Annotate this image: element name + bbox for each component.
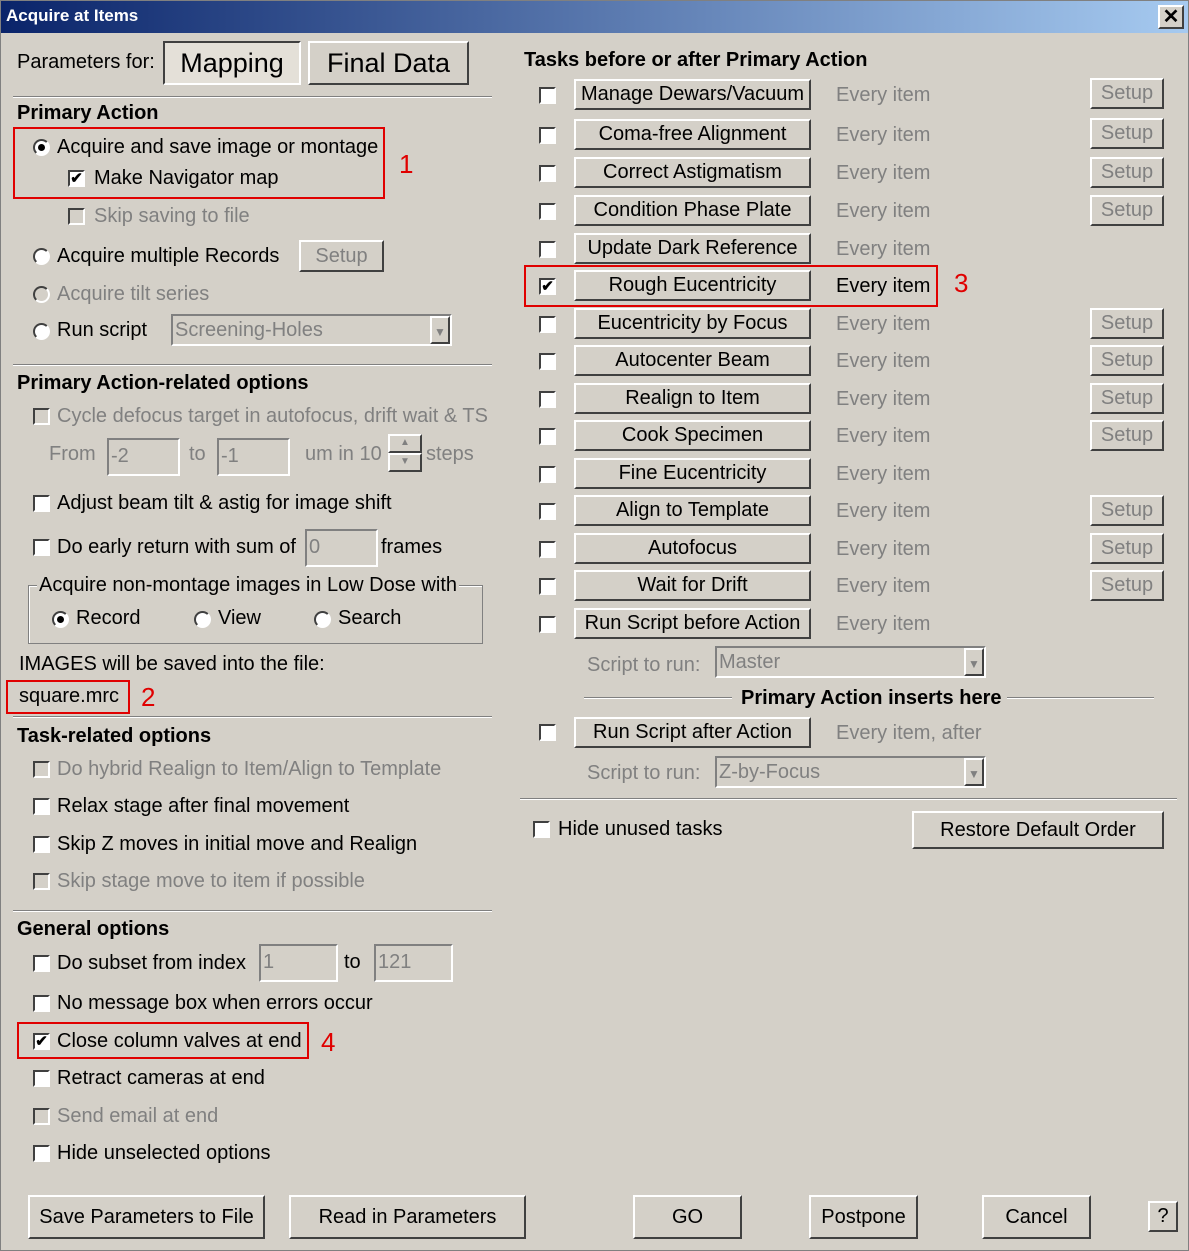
after-script-checkbox[interactable] xyxy=(539,724,556,741)
adjust-beam-checkbox[interactable] xyxy=(33,495,50,512)
multiple-setup-button[interactable]: Setup xyxy=(299,240,384,272)
chevron-down-icon[interactable]: ▼ xyxy=(964,758,984,786)
task-frequency-label: Every item xyxy=(836,162,931,184)
search-label: Search xyxy=(338,607,402,629)
from-input[interactable]: -2 xyxy=(107,438,180,476)
task-button[interactable]: Autofocus xyxy=(574,533,811,564)
steps-label: steps xyxy=(426,443,474,465)
divider xyxy=(13,96,492,98)
task-frequency-label: Every item xyxy=(836,388,931,410)
task-setup-button[interactable]: Setup xyxy=(1090,495,1164,526)
task-checkbox[interactable] xyxy=(539,87,556,104)
divider xyxy=(584,697,732,699)
script-after-label: Script to run: xyxy=(587,762,701,784)
task-setup-button[interactable]: Setup xyxy=(1090,420,1164,451)
acquire-multiple-radio[interactable] xyxy=(33,248,50,265)
view-radio[interactable] xyxy=(194,611,211,628)
script-after-select[interactable] xyxy=(715,756,986,788)
email-label: Send email at end xyxy=(57,1105,219,1127)
task-button[interactable]: Realign to Item xyxy=(574,383,811,414)
email-checkbox xyxy=(33,1108,50,1125)
task-setup-button[interactable]: Setup xyxy=(1090,308,1164,339)
task-frequency-label: Every item xyxy=(836,350,931,372)
script-select[interactable] xyxy=(171,314,452,346)
annotation-2: 2 xyxy=(141,682,156,712)
task-button[interactable]: Autocenter Beam xyxy=(574,345,811,376)
divider xyxy=(1007,697,1154,699)
task-checkbox[interactable] xyxy=(539,241,556,258)
subset-from-input[interactable]: 1 xyxy=(259,944,338,982)
record-label: Record xyxy=(76,607,141,629)
task-checkbox[interactable] xyxy=(539,316,556,333)
task-setup-button[interactable]: Setup xyxy=(1090,533,1164,564)
go-button[interactable]: GO xyxy=(633,1195,742,1239)
task-button[interactable]: Align to Template xyxy=(574,495,811,526)
relax-checkbox[interactable] xyxy=(33,798,50,815)
no-msg-checkbox[interactable] xyxy=(33,995,50,1012)
run-script-radio[interactable] xyxy=(33,323,50,340)
relax-label: Relax stage after final movement xyxy=(57,795,350,817)
task-frequency-label: Every item xyxy=(836,463,931,485)
script-before-select[interactable] xyxy=(715,646,986,678)
subset-checkbox[interactable] xyxy=(33,955,50,972)
task-frequency-label: Every item xyxy=(836,500,931,522)
skip-stage-checkbox xyxy=(33,873,50,890)
retract-label: Retract cameras at end xyxy=(57,1067,265,1089)
retract-checkbox[interactable] xyxy=(33,1070,50,1087)
script-before-label: Script to run: xyxy=(587,654,701,676)
spin-up-icon[interactable]: ▲ xyxy=(388,434,422,453)
task-frequency-label: Every item xyxy=(836,238,931,260)
acquire-save-label: Acquire and save image or montage xyxy=(57,136,379,158)
task-checkbox[interactable] xyxy=(539,428,556,445)
divider xyxy=(13,910,492,912)
close-valves-label: Close column valves at end xyxy=(57,1030,302,1052)
cancel-button[interactable]: Cancel xyxy=(982,1195,1091,1239)
acquire-tilt-label: Acquire tilt series xyxy=(57,283,210,305)
from-label: From xyxy=(49,443,96,465)
tab-mapping[interactable]: Mapping xyxy=(163,41,301,85)
general-options-header: General options xyxy=(17,918,170,940)
images-saved-label: IMAGES will be saved into the file: xyxy=(19,653,325,675)
inserts-here-label: Primary Action inserts here xyxy=(741,687,1002,709)
script-before-value: Master xyxy=(719,651,781,673)
after-script-button[interactable]: Run Script after Action xyxy=(574,717,811,748)
task-button[interactable]: Correct Astigmatism xyxy=(574,157,811,188)
task-setup-button[interactable]: Setup xyxy=(1090,383,1164,414)
run-script-label: Run script xyxy=(57,319,148,341)
help-button[interactable]: ? xyxy=(1148,1201,1178,1232)
skipz-checkbox[interactable] xyxy=(33,836,50,853)
task-checkbox[interactable] xyxy=(539,578,556,595)
task-frequency-label: Every item xyxy=(836,613,931,635)
annotation-3: 3 xyxy=(954,268,969,298)
script-select-value: Screening-Holes xyxy=(175,319,323,341)
task-checkbox[interactable] xyxy=(539,616,556,633)
cycle-defocus-label: Cycle defocus target in autofocus, drift wait & TS xyxy=(57,405,488,427)
to-label: to xyxy=(189,443,206,465)
restore-order-button[interactable]: Restore Default Order xyxy=(912,811,1164,849)
close-icon[interactable]: ✕ xyxy=(1158,5,1184,29)
task-button[interactable]: Fine Eucentricity xyxy=(574,458,811,489)
task-button[interactable]: Coma-free Alignment xyxy=(574,119,811,150)
view-label: View xyxy=(218,607,261,629)
acquire-tilt-radio xyxy=(33,286,50,303)
task-button[interactable]: Rough Eucentricity xyxy=(574,270,811,301)
read-params-button[interactable]: Read in Parameters xyxy=(289,1195,526,1239)
task-checkbox[interactable] xyxy=(539,353,556,370)
hide-unselected-label: Hide unselected options xyxy=(57,1142,271,1164)
steps-spinner[interactable] xyxy=(388,434,422,474)
task-frequency-label: Every item xyxy=(836,313,931,335)
highlight-box-2 xyxy=(6,680,130,714)
task-setup-button[interactable]: Setup xyxy=(1090,157,1164,188)
task-setup-button[interactable]: Setup xyxy=(1090,345,1164,376)
chevron-down-icon[interactable]: ▼ xyxy=(430,316,450,344)
lowdose-group-label: Acquire non-montage images in Low Dose with xyxy=(39,574,457,596)
search-radio[interactable] xyxy=(314,611,331,628)
skip-saving-label: Skip saving to file xyxy=(94,205,250,227)
hybrid-checkbox xyxy=(33,761,50,778)
task-frequency-label: Every item xyxy=(836,124,931,146)
task-frequency-label: Every item xyxy=(836,538,931,560)
early-return-label: Do early return with sum of xyxy=(57,536,296,558)
task-checkbox[interactable]: ✔ xyxy=(539,278,556,295)
script-after-value: Z-by-Focus xyxy=(719,761,821,783)
acquire-multiple-label: Acquire multiple Records xyxy=(57,245,280,267)
task-setup-button[interactable]: Setup xyxy=(1090,195,1164,226)
task-checkbox[interactable] xyxy=(539,203,556,220)
primary-action-header: Primary Action xyxy=(17,102,159,124)
no-msg-label: No message box when errors occur xyxy=(57,992,373,1014)
skip-saving-checkbox xyxy=(68,208,85,225)
postpone-button[interactable]: Postpone xyxy=(809,1195,918,1239)
early-return-checkbox[interactable] xyxy=(33,539,50,556)
task-button[interactable]: Eucentricity by Focus xyxy=(574,308,811,339)
to-input[interactable]: -1 xyxy=(217,438,290,476)
task-setup-button[interactable]: Setup xyxy=(1090,118,1164,149)
task-frequency-label: Every item xyxy=(836,200,931,222)
subset-to-input[interactable]: 121 xyxy=(374,944,453,982)
after-every-label: Every item, after xyxy=(836,722,982,744)
close-valves-checkbox[interactable]: ✔ xyxy=(33,1033,50,1050)
frames-label: frames xyxy=(381,536,443,558)
task-frequency-label: Every item xyxy=(836,425,931,447)
task-button[interactable]: Wait for Drift xyxy=(574,570,811,601)
subset-label: Do subset from index xyxy=(57,952,246,974)
highlight-box-1 xyxy=(13,127,385,199)
task-frequency-label: Every item xyxy=(836,575,931,597)
params-label: Parameters for: xyxy=(17,51,155,73)
frames-input[interactable]: 0 xyxy=(305,529,378,567)
um-in-label: um in 10 xyxy=(305,443,382,465)
window-title: Acquire at Items xyxy=(6,6,139,25)
filename-text: square.mrc xyxy=(19,685,120,707)
divider xyxy=(13,364,492,366)
task-checkbox[interactable] xyxy=(539,466,556,483)
tab-final-data[interactable]: Final Data xyxy=(308,41,469,85)
task-button[interactable]: Update Dark Reference xyxy=(574,233,811,264)
task-frequency-label: Every item xyxy=(836,84,931,106)
hide-unused-label: Hide unused tasks xyxy=(558,818,723,840)
hide-unused-checkbox[interactable] xyxy=(533,821,550,838)
task-button[interactable]: Manage Dewars/Vacuum xyxy=(574,79,811,110)
skip-stage-label: Skip stage move to item if possible xyxy=(57,870,365,892)
task-frequency-label: Every item xyxy=(836,275,931,297)
annotation-4: 4 xyxy=(321,1027,336,1057)
task-checkbox[interactable] xyxy=(539,127,556,144)
adjust-beam-label: Adjust beam tilt & astig for image shift xyxy=(57,492,392,514)
title-bar xyxy=(1,1,1188,33)
record-radio[interactable] xyxy=(52,611,69,628)
task-checkbox[interactable] xyxy=(539,391,556,408)
task-button[interactable]: Condition Phase Plate xyxy=(574,195,811,226)
task-checkbox[interactable] xyxy=(539,541,556,558)
skipz-label: Skip Z moves in initial move and Realign xyxy=(57,833,418,855)
save-params-button[interactable]: Save Parameters to File xyxy=(28,1195,265,1239)
hybrid-label: Do hybrid Realign to Item/Align to Template xyxy=(57,758,442,780)
spin-down-icon[interactable]: ▼ xyxy=(388,453,422,472)
divider xyxy=(520,798,1177,800)
subset-to-label: to xyxy=(344,951,361,973)
task-checkbox[interactable] xyxy=(539,503,556,520)
divider xyxy=(13,716,492,718)
make-nav-map-label: Make Navigator map xyxy=(94,167,279,189)
highlight-box-4 xyxy=(17,1022,309,1059)
task-options-header: Task-related options xyxy=(17,725,212,747)
task-setup-button[interactable]: Setup xyxy=(1090,78,1164,109)
chevron-down-icon[interactable]: ▼ xyxy=(964,648,984,676)
annotation-1: 1 xyxy=(399,149,414,179)
related-options-header: Primary Action-related options xyxy=(17,372,309,394)
highlight-box-3 xyxy=(524,265,938,307)
make-nav-map-checkbox[interactable]: ✔ xyxy=(68,170,85,187)
hide-unselected-checkbox[interactable] xyxy=(33,1145,50,1162)
task-button[interactable]: Run Script before Action xyxy=(574,608,811,639)
task-button[interactable]: Cook Specimen xyxy=(574,420,811,451)
cycle-defocus-checkbox xyxy=(33,408,50,425)
task-checkbox[interactable] xyxy=(539,165,556,182)
task-setup-button[interactable]: Setup xyxy=(1090,570,1164,601)
tasks-header: Tasks before or after Primary Action xyxy=(524,49,868,71)
